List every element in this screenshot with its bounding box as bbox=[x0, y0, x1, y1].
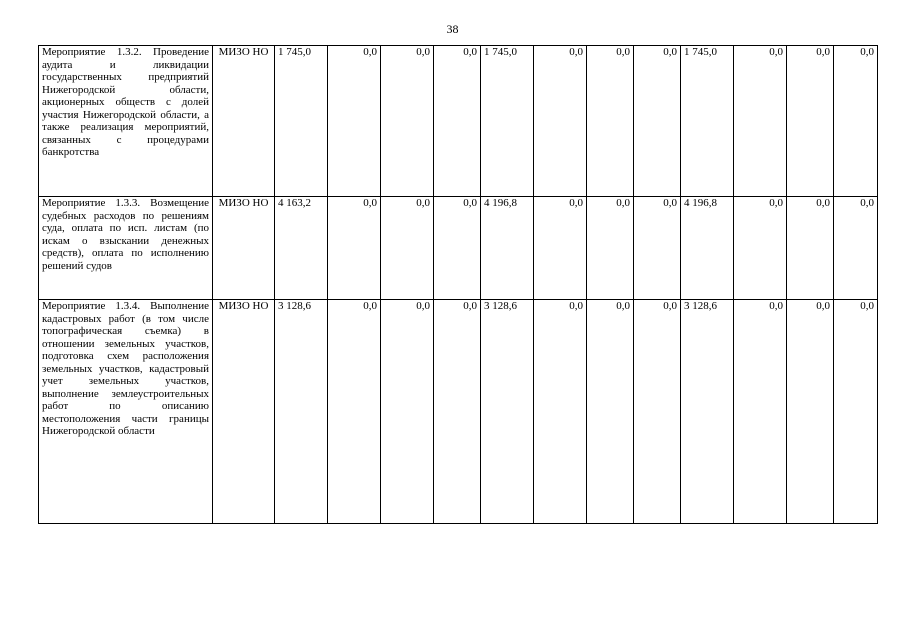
value-cell: 0,0 bbox=[328, 300, 381, 524]
value-cell: 0,0 bbox=[634, 300, 681, 524]
executor-cell: МИЗО НО bbox=[213, 300, 275, 524]
value-cell: 4 163,2 bbox=[275, 197, 328, 300]
value-cell: 0,0 bbox=[634, 46, 681, 197]
value-cell: 0,0 bbox=[534, 300, 587, 524]
value-cell: 0,0 bbox=[734, 46, 787, 197]
value-cell: 0,0 bbox=[381, 46, 434, 197]
value-cell: 3 128,6 bbox=[681, 300, 734, 524]
activity-name-cell: Мероприятие 1.3.3. Возмещение судебных расходов по решениям суда, оплата по исп. листам (по искам о взыскании денежных средств), оплата по исполнению решений судов bbox=[39, 197, 213, 300]
value-cell: 0,0 bbox=[834, 300, 878, 524]
executor-cell: МИЗО НО bbox=[213, 197, 275, 300]
value-cell: 0,0 bbox=[328, 46, 381, 197]
value-cell: 3 128,6 bbox=[481, 300, 534, 524]
value-cell: 0,0 bbox=[534, 46, 587, 197]
value-cell: 0,0 bbox=[587, 300, 634, 524]
value-cell: 0,0 bbox=[434, 300, 481, 524]
value-cell: 4 196,8 bbox=[481, 197, 534, 300]
table-row bbox=[39, 300, 878, 524]
value-cell: 0,0 bbox=[434, 46, 481, 197]
table-row bbox=[39, 197, 878, 300]
value-cell: 1 745,0 bbox=[275, 46, 328, 197]
value-cell: 0,0 bbox=[534, 197, 587, 300]
executor-cell: МИЗО НО bbox=[213, 46, 275, 197]
value-cell: 0,0 bbox=[434, 197, 481, 300]
value-cell: 0,0 bbox=[734, 197, 787, 300]
value-cell: 3 128,6 bbox=[275, 300, 328, 524]
value-cell: 0,0 bbox=[734, 300, 787, 524]
value-cell: 0,0 bbox=[834, 46, 878, 197]
table-row bbox=[39, 46, 878, 197]
value-cell: 0,0 bbox=[634, 197, 681, 300]
value-cell: 4 196,8 bbox=[681, 197, 734, 300]
value-cell: 0,0 bbox=[787, 197, 834, 300]
value-cell: 0,0 bbox=[787, 46, 834, 197]
budget-table bbox=[38, 45, 878, 524]
value-cell: 0,0 bbox=[381, 300, 434, 524]
value-cell: 0,0 bbox=[587, 46, 634, 197]
activity-name-cell: Мероприятие 1.3.4. Выполнение кадастровых работ (в том числе топографическая съемка) в отношении земельных участков, подготовка схем расположения земельных участков, кадастровый учет земельных участков, выполнение землеустроительных работ по описанию местоположения части границы Нижегородской области bbox=[39, 300, 213, 524]
value-cell: 0,0 bbox=[381, 197, 434, 300]
value-cell: 0,0 bbox=[787, 300, 834, 524]
value-cell: 0,0 bbox=[834, 197, 878, 300]
value-cell: 0,0 bbox=[587, 197, 634, 300]
page-number: 38 bbox=[446, 22, 459, 36]
activity-name-cell: Мероприятие 1.3.2. Проведение аудита и ликвидации государственных предприятий Нижегородской области, акционерных обществ с долей участия Нижегородской области, а также реализация мероприятий, связанных с процедурами банкротства bbox=[39, 46, 213, 197]
value-cell: 1 745,0 bbox=[481, 46, 534, 197]
value-cell: 0,0 bbox=[328, 197, 381, 300]
value-cell: 1 745,0 bbox=[681, 46, 734, 197]
